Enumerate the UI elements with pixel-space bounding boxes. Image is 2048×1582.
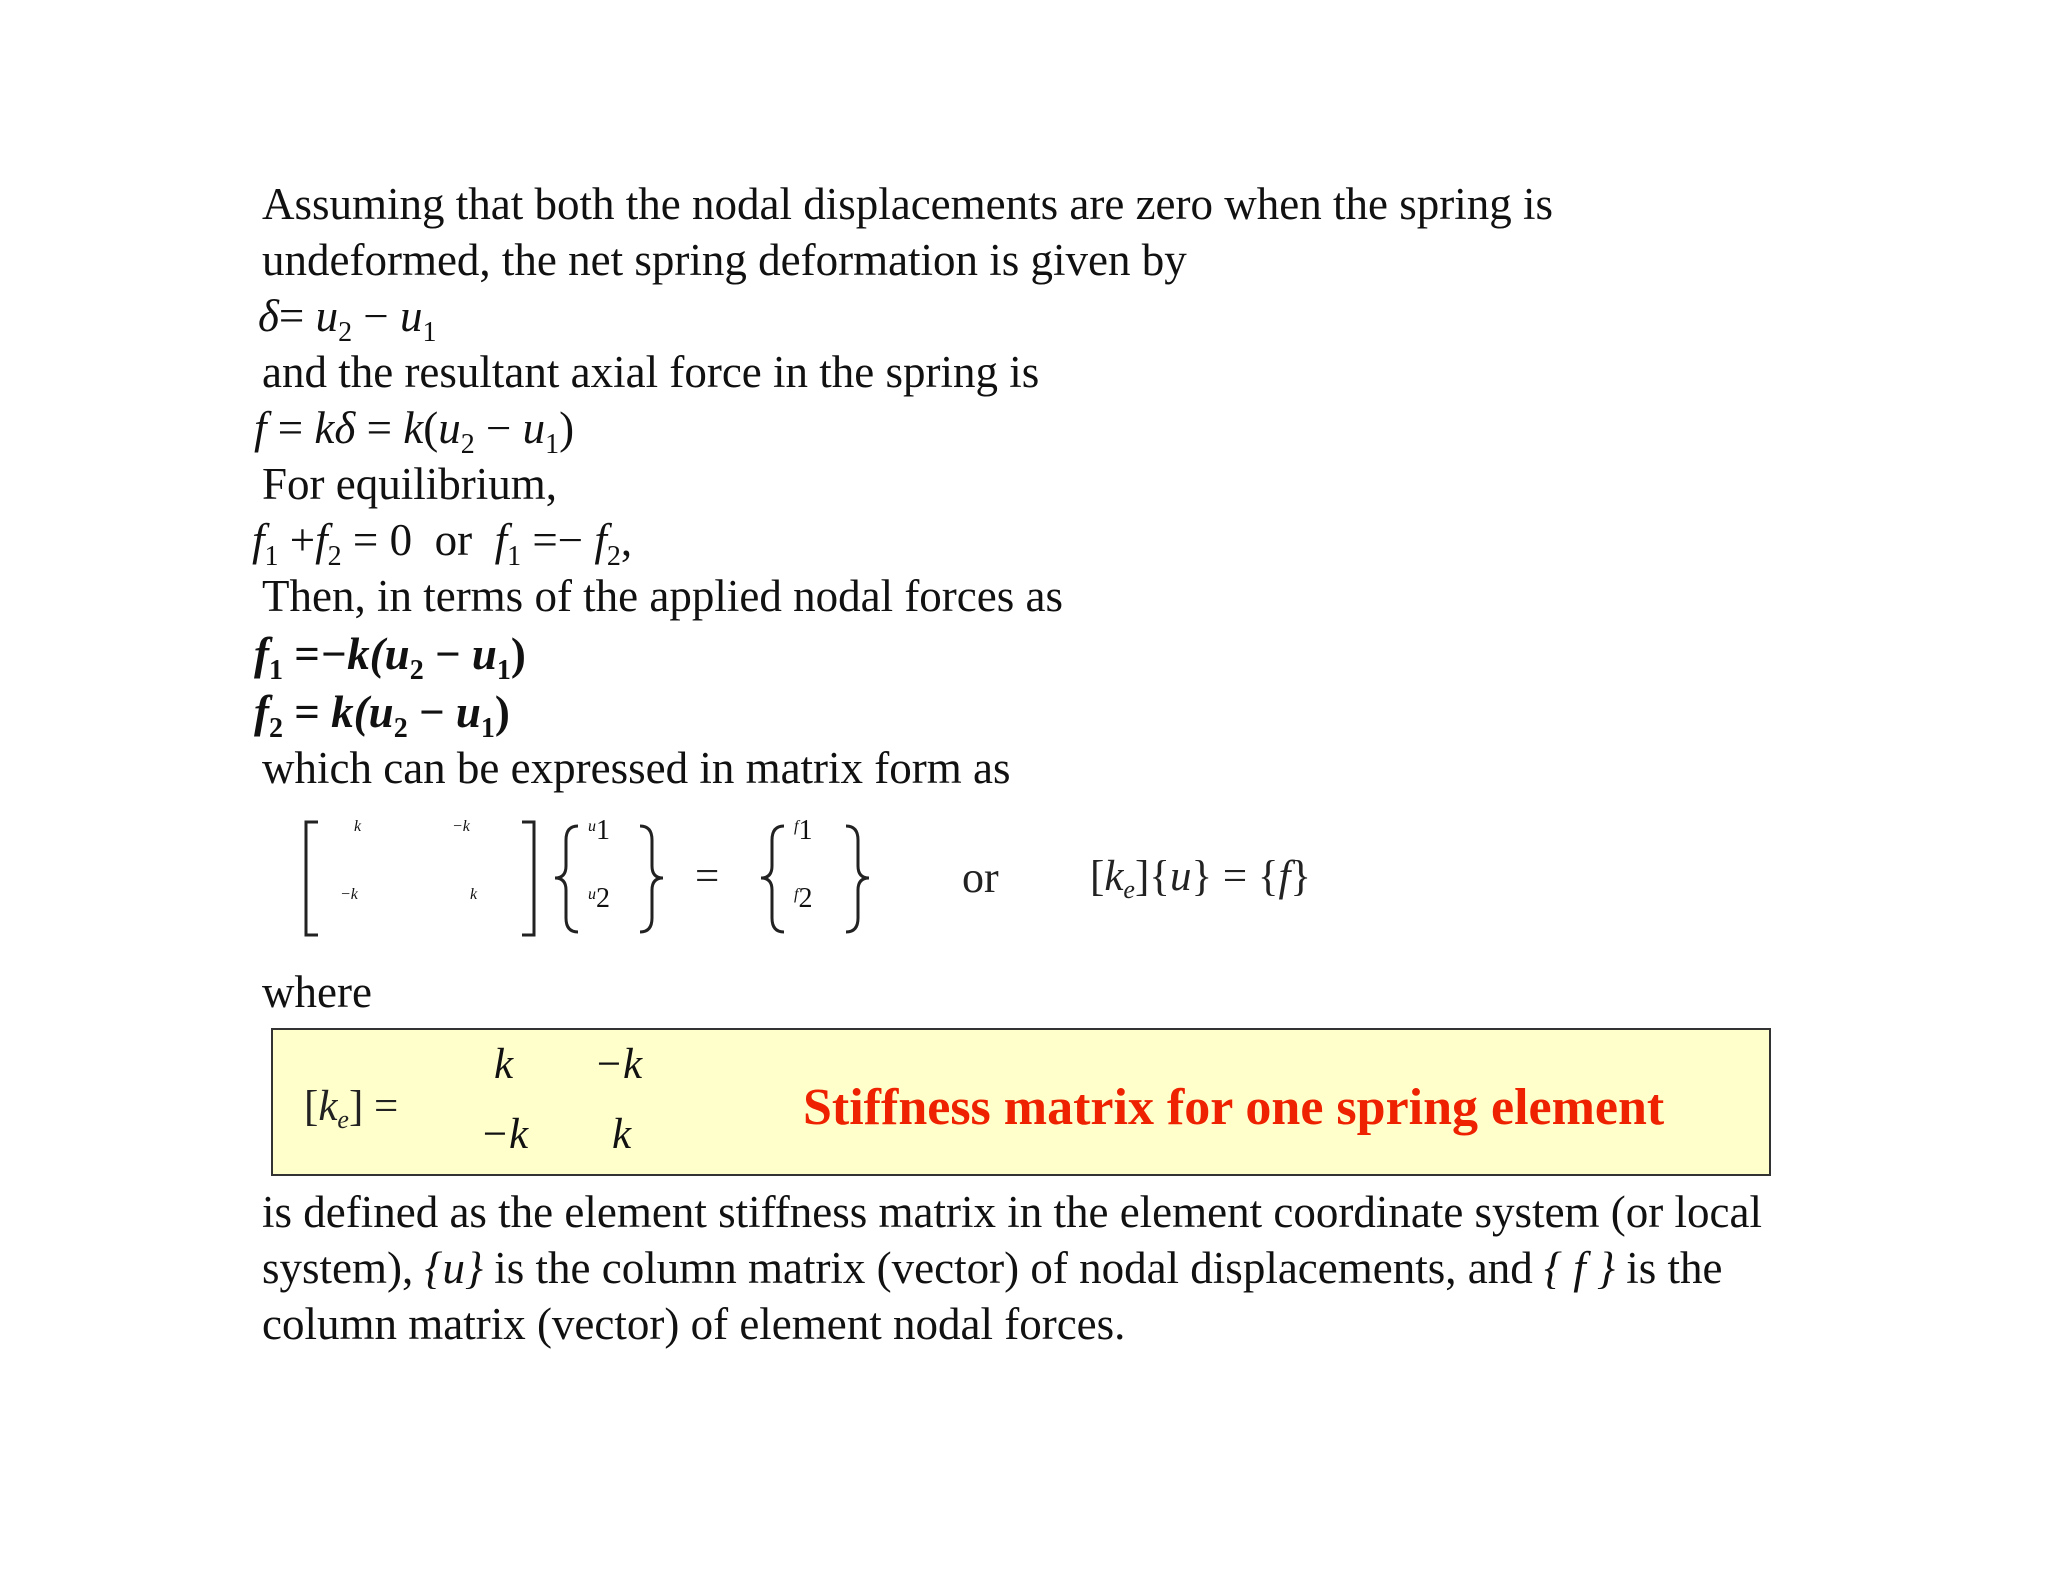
closing-line-3: column matrix (vector) of element nodal forces.	[262, 1299, 1126, 1349]
intro-line-1: Assuming that both the nodal displacements are zero when the spring is	[262, 179, 1553, 229]
delta-equation: $\delta= u_2 - u_1$	[258, 291, 437, 348]
k-matrix-right-bracket	[522, 822, 534, 935]
k-matrix-cell-22: k	[470, 886, 478, 903]
or-label: or	[962, 853, 999, 902]
equilibrium-intro: For equilibrium,	[262, 459, 557, 509]
u-vector-symbol: {u}	[424, 1243, 483, 1293]
ke-matrix-cell-21: −k	[480, 1111, 529, 1158]
ke-matrix-cell-22: k	[612, 1111, 632, 1158]
stiffness-caption: Stiffness matrix for one spring element	[803, 1079, 1665, 1136]
u-vector-right-brace	[640, 826, 663, 932]
equilibrium-equation: $f_1 +f_2 = 0$ or $f_1 =- f_2$,	[252, 515, 633, 572]
closing-line-2: system), {u} is the column matrix (vector) of nodal displacements, and { f } is the	[262, 1243, 1723, 1293]
closing-line-1: is defined as the element stiffness matrix in the element coordinate system (or local	[262, 1187, 1762, 1237]
k-matrix-cell-12: −k	[452, 818, 470, 835]
f-vector-right-brace	[846, 826, 869, 932]
axial-force-intro: and the resultant axial force in the spring is	[262, 347, 1040, 397]
matrix-form-intro: which can be expressed in matrix form as	[262, 743, 1011, 793]
f2-equation: $f_2 = k(u_2 - u_1)$	[254, 687, 510, 744]
ke-definition-lhs: $[k_e]$ =	[304, 1083, 399, 1134]
f-vector-symbol: { f }	[1543, 1243, 1615, 1293]
intro-line-2: undeformed, the net spring deformation is given by	[262, 235, 1187, 285]
u-vector-left-brace	[555, 826, 578, 932]
f-vector-left-brace	[761, 826, 784, 932]
k-matrix-cell-11: k	[354, 818, 362, 835]
k-matrix-cell-21: −k	[340, 886, 358, 903]
ke-matrix-cell-11: k	[494, 1041, 514, 1088]
compact-matrix-equation: $[k_e]\{u\} = \{f\}$	[1090, 853, 1312, 904]
applied-forces-intro: Then, in terms of the applied nodal forces as	[262, 571, 1063, 621]
where-label: where	[262, 967, 372, 1017]
matrix-equals-sign: =	[695, 853, 720, 900]
f-vector-entry-2: $f_2$	[794, 883, 813, 914]
u-vector-entry-2: $u_2$	[588, 883, 610, 914]
u-vector-entry-1: $u_1$	[588, 815, 610, 846]
k-matrix-left-bracket	[306, 822, 318, 935]
f1-equation: $f_1 =-k(u_2 - u_1)$	[254, 629, 526, 686]
ke-matrix-cell-12: −k	[594, 1041, 643, 1088]
f-vector-entry-1: $f_1$	[794, 815, 813, 846]
force-equation: $f = k\delta = k(u_2 - u_1)$	[254, 403, 575, 460]
